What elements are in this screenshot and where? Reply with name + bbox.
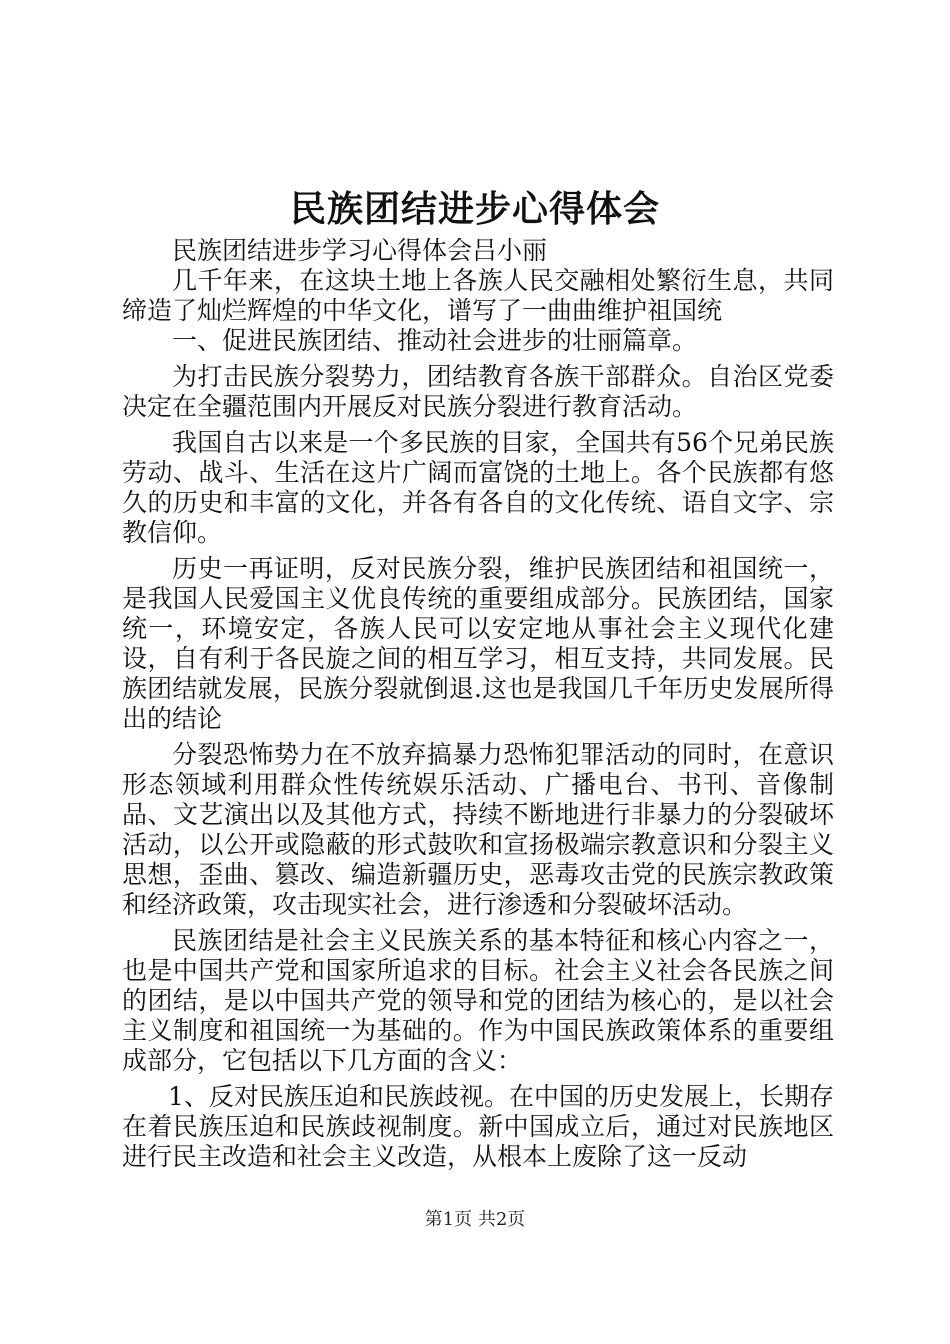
paragraph-section-one: 一、促进民族团结、推动社会进步的壮丽篇章。	[172, 326, 698, 355]
page-number-footer: 第1页 共2页	[424, 1209, 526, 1230]
paragraph-history: 历史一再证明，反对民族分裂，维护民族团结和祖国统一，是我国人民爱国主义优良传统的重要组成部分。民族团结，国家统一，环境安定，各族人民可以安定地从事社会主义现代化建设，自有利于各民旋之间的相互学习，相互支持，共同发展。民族团结就发展，民族分裂就倒退.这也是我国几千年历史发展所得出的结论	[122, 554, 834, 733]
paragraph-campaign: 为打击民族分裂势力，团结教育各族干部群众。自治区党委决定在全疆范围内开展反对民族分裂进行教育活动。	[122, 362, 834, 421]
document-title: 民族团结进步心得体会	[289, 188, 660, 230]
document-body	[122, 236, 834, 1172]
paragraph-multi-ethnic: 我国自古以来是一个多民族的目家，全国共有56个兄弟民族劳动、战斗、生活在这片广阔而富饶的土地上。各个民族都有悠久的历史和丰富的文化，并各有各自的文化传统、语自文字、宗教信仰。	[122, 428, 834, 547]
paragraph-separatism: 分裂恐怖势力在不放弃搞暴力恐怖犯罪活动的同时，在意识形态领域利用群众性传统娱乐活动、广播电台、书刊、音像制品、文艺演出以及其他方式，持续不断地进行非暴力的分裂破坏活动，以公开或隐蔽的形式鼓吹和宣扬极端宗教意识和分裂主义思想，歪曲、篡改、编造新疆历史，恶毒攻击党的民族宗教政策和经济政策，攻击现实社会，进行渗透和分裂破坏活动。	[122, 740, 834, 919]
paragraph-intro: 几千年来，在这块土地上各族人民交融相处繁衍生息，共同缔造了灿烂辉煌的中华文化，谱写了一曲曲维护祖国统	[122, 266, 834, 325]
paragraph-subtitle: 民族团结进步学习心得体会吕小丽	[172, 236, 548, 265]
paragraph-unity-definition: 民族团结是社会主义民族关系的基本特征和核心内容之一，也是中国共产党和国家所追求的目标。社会主义社会各民族之间的团结，是以中国共产党的领导和党的团结为核心的，是以社会主义制度和祖国统一为基础的。作为中国民族政策体系的重要组成部分，它包括以下几方面的含义：	[122, 926, 834, 1075]
paragraph-point-one: 1、反对民族压迫和民族歧视。在中国的历史发展上，长期存在着民族压迫和民族歧视制度。新中国成立后，通过对民族地区进行民主改造和社会主义改造，从根本上废除了这一反动	[122, 1082, 834, 1171]
